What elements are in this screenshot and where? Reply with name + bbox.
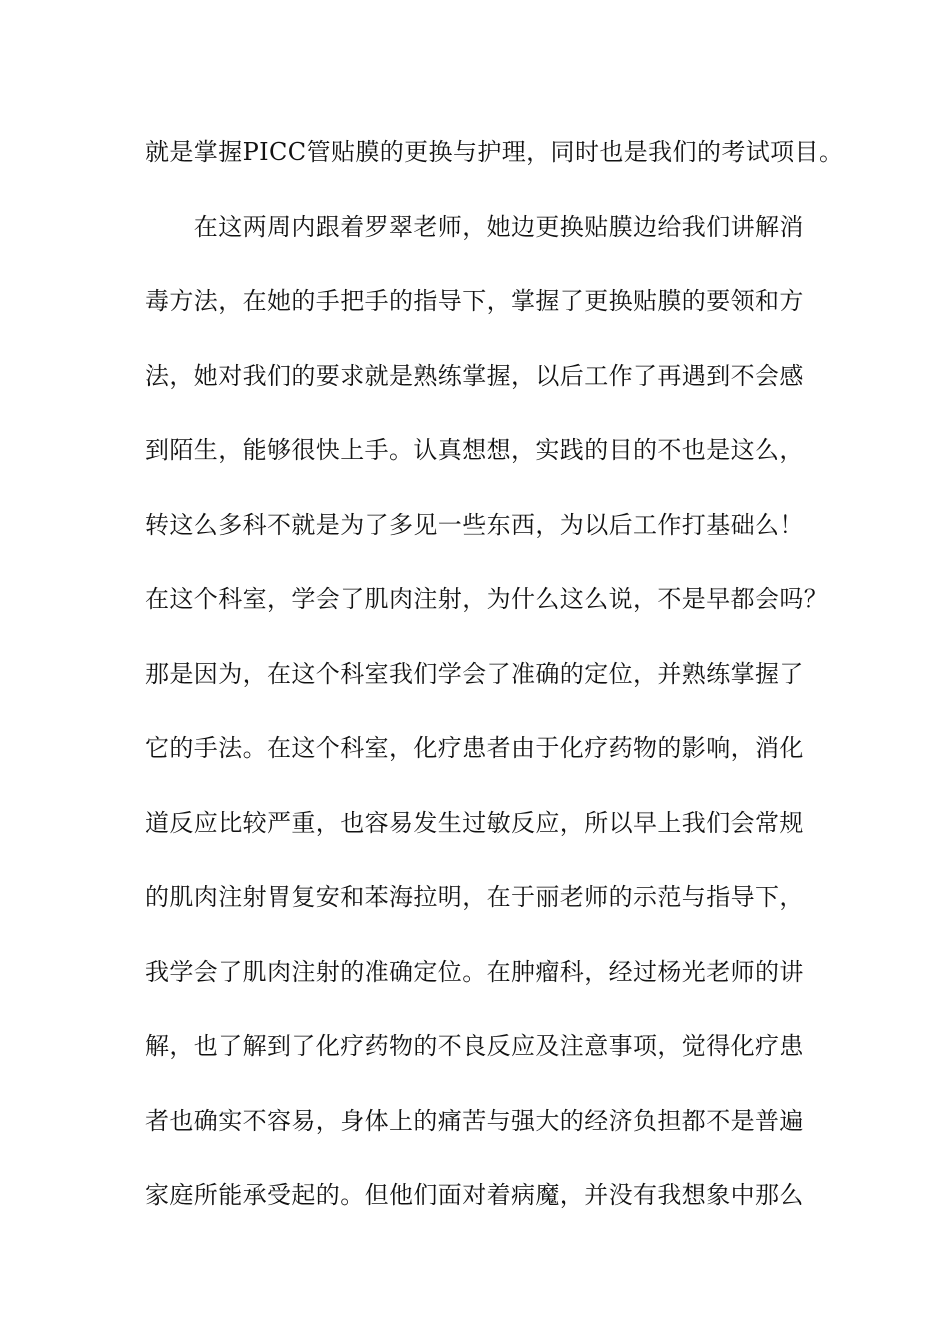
text-line: 的肌肉注射胃复安和苯海拉明，在于丽老师的示范与指导下， (145, 883, 804, 911)
text-line: 那是因为，在这个科室我们学会了准确的定位，并熟练掌握了 (145, 659, 804, 688)
text-line: 它的手法。在这个科室，化疗患者由于化疗药物的影响，消化 (145, 734, 804, 762)
text-line: 法，她对我们的要求就是熟练掌握，以后工作了再遇到不会感 (145, 361, 804, 390)
text-line: 到陌生，能够很快上手。认真想想，实践的目的不也是这么， (145, 436, 804, 464)
text-line: 我学会了肌肉注射的准确定位。在肿瘤科，经过杨光老师的讲 (145, 957, 804, 986)
text-line: 就是掌握PICC管贴膜的更换与护理，同时也是我们的考试项目。 (145, 138, 844, 166)
text-line: 家庭所能承受起的。但他们面对着病魔，并没有我想象中那么 (145, 1181, 804, 1209)
text-line: 者也确实不容易，身体上的痛苦与强大的经济负担都不是普遍 (145, 1106, 804, 1135)
text-line: 毒方法，在她的手把手的指导下，掌握了更换贴膜的要领和方 (145, 287, 804, 315)
text-line: 转这么多科不就是为了多见一些东西，为以后工作打基础么！ (145, 510, 804, 539)
body-text (145, 128, 844, 1246)
text-line: 道反应比较严重，也容易发生过敏反应，所以早上我们会常规 (145, 808, 804, 837)
text-line: 解，也了解到了化疗药物的不良反应及注意事项，觉得化疗患 (145, 1032, 804, 1060)
text-line: 在这两周内跟着罗翠老师，她边更换贴膜边给我们讲解消 (145, 212, 804, 241)
text-line: 在这个科室，学会了肌肉注射，为什么这么说，不是早都会吗？ (145, 585, 829, 613)
